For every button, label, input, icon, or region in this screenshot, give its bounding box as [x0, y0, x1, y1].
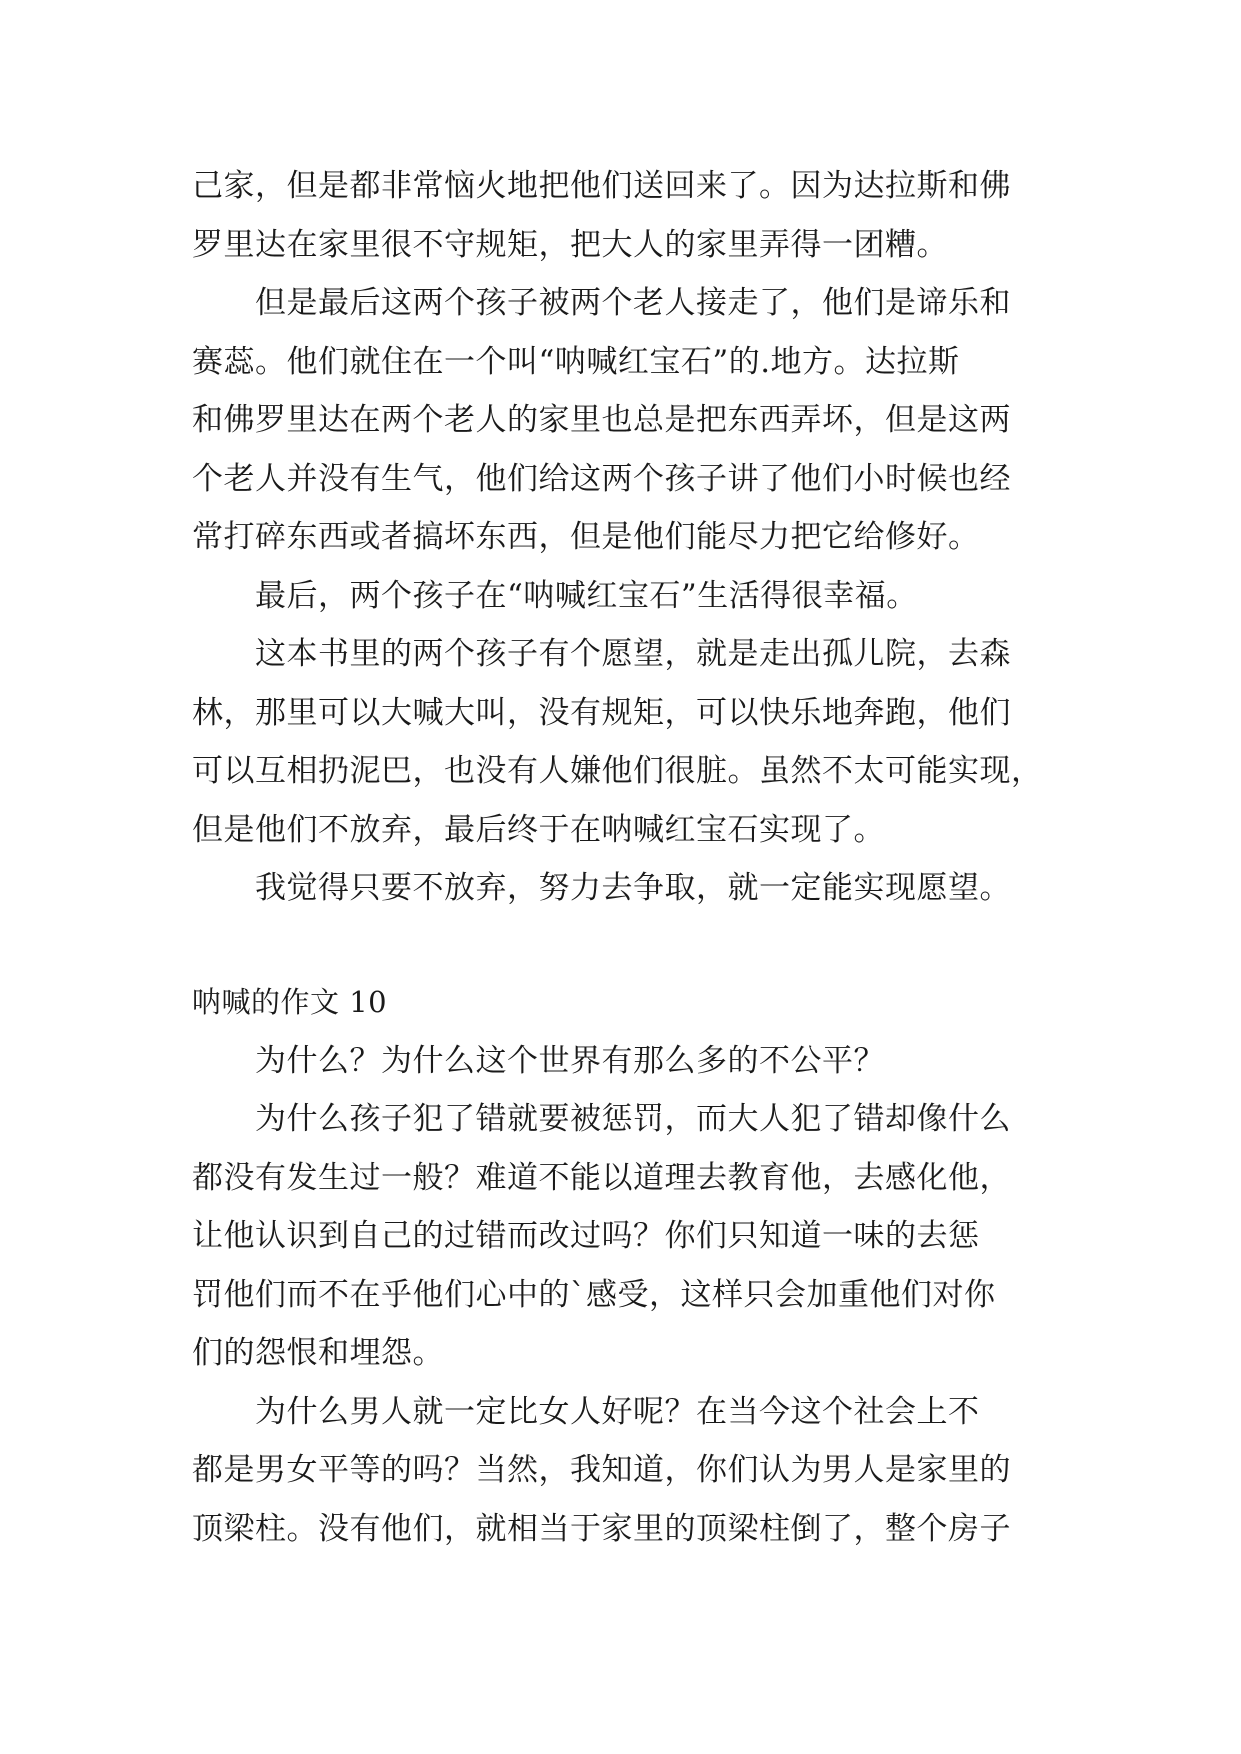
paragraph-line: 为什么？为什么这个世界有那么多的不公平？ [255, 1043, 885, 1079]
paragraph-line: 为什么孩子犯了错就要被惩罚，而大人犯了错却像什么 [255, 1101, 1011, 1137]
paragraph-line: 林，那里可以大喊大叫，没有规矩，可以快乐地奔跑，他们 [192, 695, 1011, 731]
paragraph-line: 这本书里的两个孩子有个愿望，就是走出孤儿院，去森 [255, 636, 1011, 672]
paragraph-line: 让他认识到自己的过错而改过吗？你们只知道一味的去惩 [192, 1218, 980, 1254]
paragraph-line: 个老人并没有生气，他们给这两个孩子讲了他们小时候也经 [192, 461, 1011, 497]
paragraph-line: 常打碎东西或者搞坏东西，但是他们能尽力把它给修好。 [192, 519, 980, 555]
paragraph-line: 最后，两个孩子在“呐喊红宝石”生活得很幸福。 [255, 578, 918, 614]
paragraph-line: 但是他们不放弃，最后终于在呐喊红宝石实现了。 [192, 812, 885, 848]
section-title: 呐喊的作文 10 [192, 985, 388, 1019]
paragraph-line: 赛蕊。他们就住在一个叫“呐喊红宝石”的.地方。达拉斯 [192, 344, 960, 380]
paragraph-line: 为什么男人就一定比女人好呢？在当今这个社会上不 [255, 1394, 980, 1430]
paragraph-line: 和佛罗里达在两个老人的家里也总是把东西弄坏，但是这两 [192, 402, 1011, 438]
paragraph-line: 罚他们而不在乎他们心中的`感受，这样只会加重他们对你 [192, 1277, 996, 1313]
paragraph-line: 己家，但是都非常恼火地把他们送回来了。因为达拉斯和佛 [192, 168, 1011, 204]
paragraph-line: 顶梁柱。没有他们，就相当于家里的顶梁柱倒了，整个房子 [192, 1511, 1011, 1547]
paragraph-line: 我觉得只要不放弃，努力去争取，就一定能实现愿望。 [255, 870, 1011, 906]
paragraph-line: 都没有发生过一般？难道不能以道理去教育他，去感化他， [192, 1160, 1011, 1196]
paragraph-line: 都是男女平等的吗？当然，我知道，你们认为男人是家里的 [192, 1452, 1011, 1488]
paragraph-line: 可以互相扔泥巴，也没有人嫌他们很脏。虽然不太可能实现， [192, 753, 1043, 789]
paragraph-line: 但是最后这两个孩子被两个老人接走了，他们是谛乐和 [255, 285, 1011, 321]
paragraph-line: 罗里达在家里很不守规矩，把大人的家里弄得一团糟。 [192, 227, 948, 263]
paragraph-line: 们的怨恨和埋怨。 [192, 1335, 444, 1371]
